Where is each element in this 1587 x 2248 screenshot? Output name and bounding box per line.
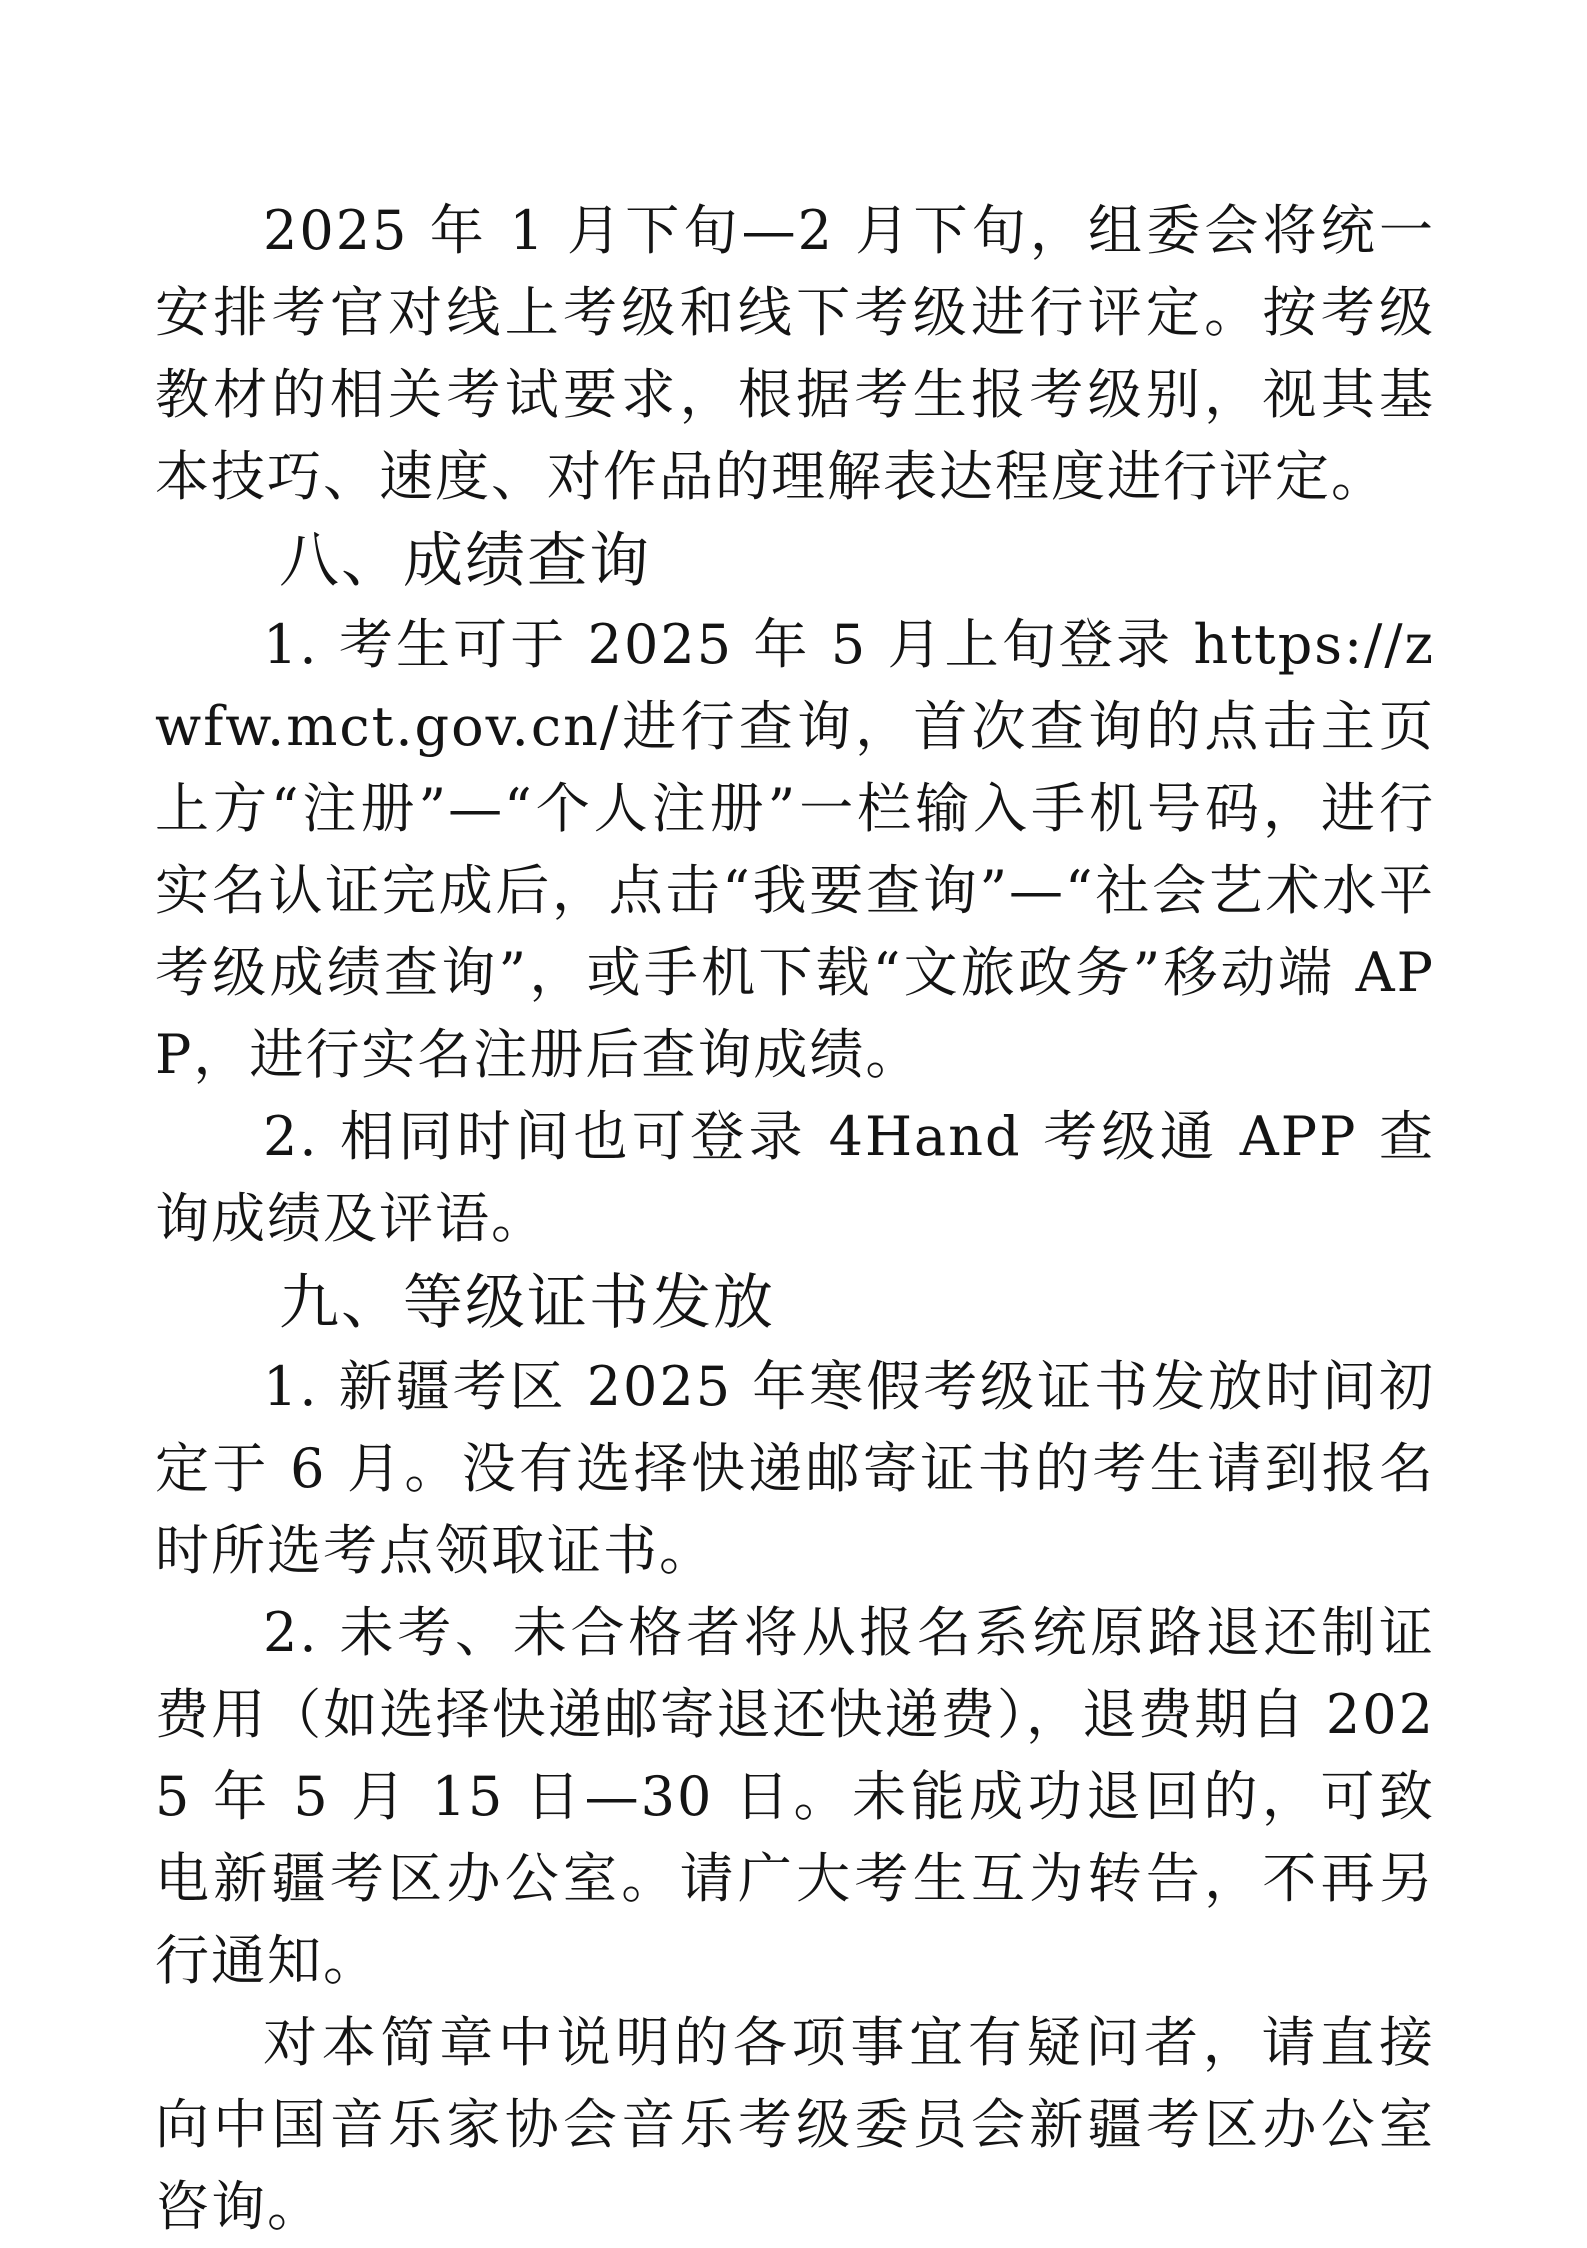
section-8-item-2: 2. 相同时间也可登录 4Hand 考级通 APP 查询成绩及评语。 (155, 1105, 1435, 1250)
section-9-item-1: 1. 新疆考区 2025 年寒假考级证书发放时间初定于 6 月。没有选择快递邮寄证书的考生请到报名时所选考点领取证书。 (155, 1355, 1435, 1582)
section-8-heading: 八、成绩查询 (279, 526, 651, 596)
intro-paragraph: 2025 年 1 月下旬—2 月下旬，组委会将统一安排考官对线上考级和线下考级进行评定。按考级教材的相关考试要求，根据考生报考级别，视其基本技巧、速度、对作品的理解表达程度进行评定。 (155, 199, 1435, 508)
section-8-item-1: 1. 考生可于 2025 年 5 月上旬登录 https://zwfw.mct.gov.cn/进行查询，首次查询的点击主页上方“注册”—“个人注册”一栏输入手机号码，进行实名认证完成后，点击“我要查询”—“社会艺术水平考级成绩查询”，或手机下载“文旅政务”移动端 APP，进行实名注册后查询成绩。 (155, 613, 1435, 1086)
closing-paragraph: 对本简章中说明的各项事宜有疑问者，请直接向中国音乐家协会音乐考级委员会新疆考区办公室咨询。 (155, 2011, 1435, 2238)
section-9-item-2: 2. 未考、未合格者将从报名系统原路退还制证费用（如选择快递邮寄退还快递费），退费期自 2025 年 5 月 15 日—30 日。未能成功退回的，可致电新疆考区办公室。请广大考生互为转告，不再另行通知。 (155, 1601, 1435, 1992)
section-9-heading: 九、等级证书发放 (279, 1268, 775, 1338)
document-body (155, 190, 1435, 2248)
